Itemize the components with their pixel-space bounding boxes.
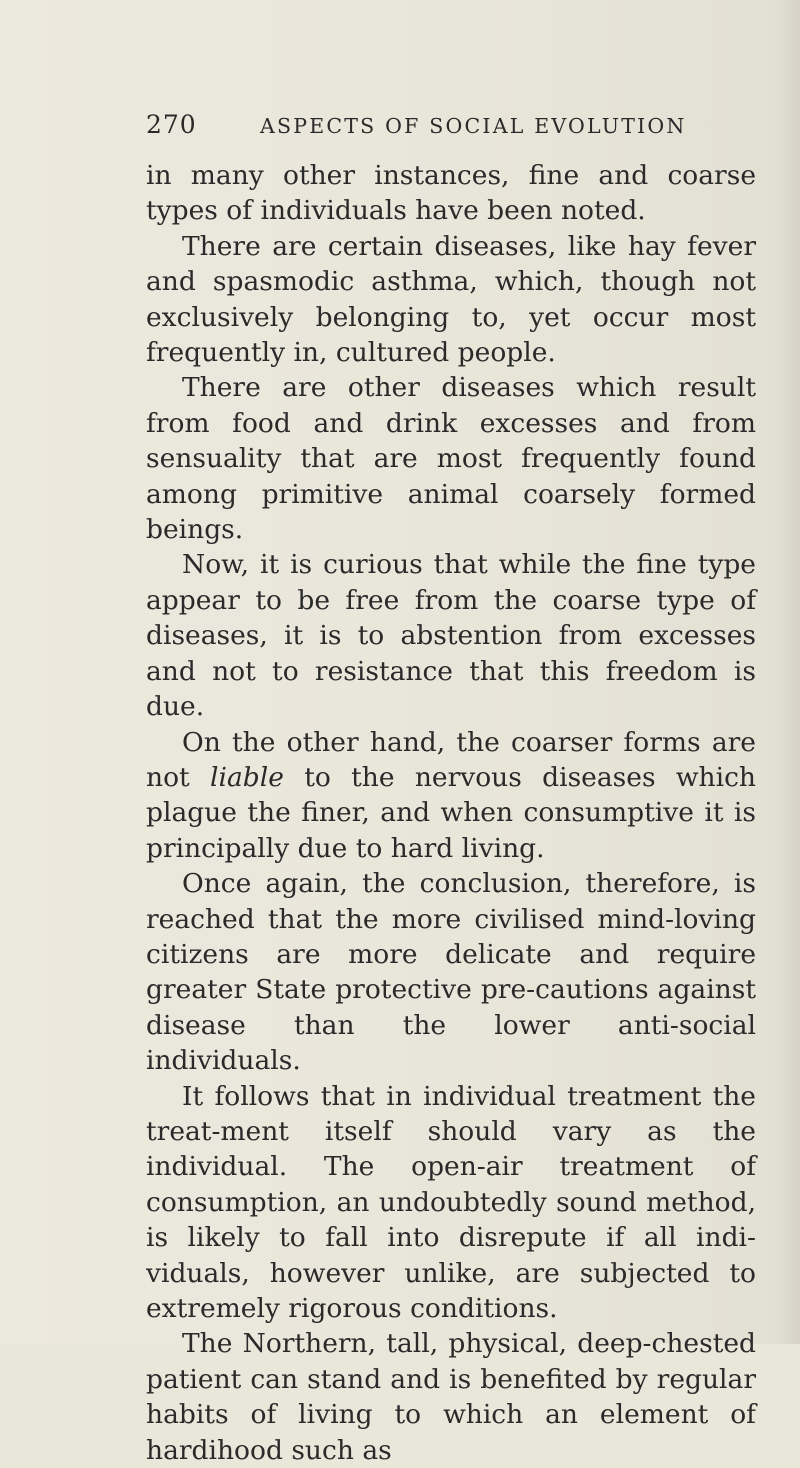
page-header [146, 110, 786, 150]
paragraph-5 [146, 725, 756, 867]
paragraph-8: The Northern, tall, physical, deep-chested patient can stand and is benefited by regular habits of living to which an element of hardihood such as [146, 1328, 756, 1466]
paragraph-5-before: On the other hand, the coarser forms are not [146, 726, 756, 793]
paragraph-6: Once again, the conclusion, therefore, is reached that the more civilised mind-loving citizens are more delicate and require greater State protective pre-cautions against disease than the lower anti-social individuals. [146, 868, 756, 1077]
paragraph-5-italic: liable [210, 761, 284, 793]
body-text [146, 158, 756, 1468]
page-edge-shadow [778, 0, 800, 1344]
running-title: ASPECTS OF SOCIAL EVOLUTION [260, 114, 687, 138]
paragraph-5-after: to the nervous diseases which plague the finer, and when consumptive it is principally due to hard living. [146, 761, 756, 864]
paragraph-4: Now, it is curious that while the fine type appear to be free from the coarse type of diseases, it is to abstention from excesses and not to resistance that this freedom is due. [146, 549, 756, 723]
paragraph-1: in many other instances, fine and coarse types of individuals have been noted. [146, 160, 756, 227]
paragraph-7: It follows that in individual treatment the treat-ment itself should vary as the individual. The open-air treatment of consumption, an undoubtedly sound method, is likely to fall into disrepute if all indi-viduals, however unlike, are subjected to extremely rigorous conditions. [146, 1080, 756, 1324]
paragraph-3: There are other diseases which result from food and drink excesses and from sensuality that are most frequently found among primitive animal coarsely formed beings. [146, 372, 756, 546]
paragraph-2: There are certain diseases, like hay fever and spasmodic asthma, which, though not exclusively belonging to, yet occur most frequently in, cultured people. [146, 230, 756, 369]
page-number: 270 [146, 110, 197, 139]
